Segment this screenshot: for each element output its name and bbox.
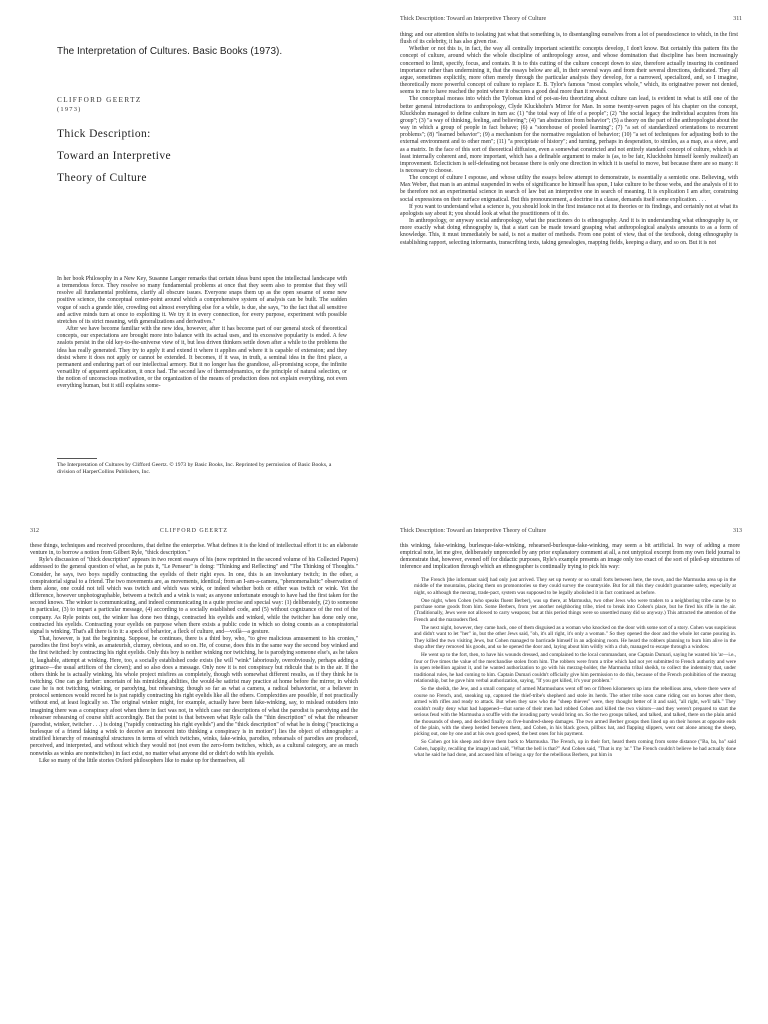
intro-paragraph: this winking, fake-winking, burlesque-fake-winking, rehearsed-burlesque-fake-winking, may seem a bit artificial. In way of adding a more empirical note, let me give, deliberately unpreceded by any prior explanatory comment at all, a not untypical excerpt from my own field journal to demonstrate that, however, evened off for didactic purposes, Ryle's example presents an image only too exact of the sort of piled-up structures of inference and implication through which an ethnographer is continually trying to pick his way: bbox=[400, 543, 740, 571]
page-number: 312 bbox=[30, 528, 39, 534]
page-312 bbox=[0, 512, 384, 1024]
running-head-title: Thick Description: Toward an Interpretive Theory of Culture bbox=[400, 528, 547, 534]
chapter-title-line-2: Toward an Interpretive bbox=[57, 150, 172, 162]
paragraph: Ryle's discussion of "thick description" appears in two recent essays of his (now reprinted in the second volume of his Collected Papers) addressed to the general question of what, as he puts it, "Le Penseur" is doing: "Thinking and Reflecting" and "The Thinking of Thoughts." Consider, he says, two boys rapidly contracting the eyelids of their right eyes. In one, this is an involuntary twitch; in the other, a conspiratorial signal to a friend. The two movements are, as movements, identical; from an I-am-a-camera, "phenomenalistic" observation of them alone, one could not tell which was twitch and which was wink, or indeed whether both or either was twitch or wink. Yet the difference, however unphotographable, between a twitch and a wink is vast; as anyone unfortunate enough to have had the first taken for the second knows. The winker is communicating, and indeed communicating in a quite precise and special way: (1) deliberately, (2) to someone in particular, (3) to impart a particular message, (4) according to a socially established code, and (5) without cognizance of the rest of the company. As Ryle points out, the winker has done two things, contracted his eyelids and winked, while the twitcher has done only one, contracted his eyelids. Contracting your eyelids on purpose when there exists a public code in which so doing counts as a conspiratorial signal is winking. That's all there is to it: a speck of behavior, a fleck of culture, and—voilà—a gesture. bbox=[30, 557, 358, 635]
page-number: 313 bbox=[733, 528, 742, 534]
running-head-author: CLIFFORD GEERTZ bbox=[159, 528, 229, 534]
body-text bbox=[30, 543, 358, 765]
page-311 bbox=[384, 0, 768, 512]
paragraph: After we have become familiar with the new idea, however, after it has become part of our general stock of theoretical concepts, our expectations are brought more into balance with its actual uses, and its excessive popularity is ended. A few zealots persist in the old key-to-the-universe view of it, but less driven thinkers settle down after a while to the problems the idea has really generated. They try to apply it and extend it where it applies and where it is capable of extension; and they desist where it does not apply or cannot be extended. It becomes, if it was, in truth, a seminal idea in the first place, a permanent and enduring part of our intellectual armory. But it no longer has the grandiose, all-promising scope, the infinite versatility of apparent application, it once had. The second law of thermodynamics, or the principle of natural selection, or the notion of unconscious motivation, or the organization of the means of production does not explain everything, not even everything human, but it still explains some- bbox=[57, 326, 347, 390]
paragraph: Whether or not this is, in fact, the way all centrally important scientific concepts develop, I don't know. But certainly this pattern fits the concept of culture, around which the whole discipline of anthropology arose, and whose domination that discipline has been increasingly concerned to limit, specify, focus, and contain. It is to this cutting of the culture concept down to size, therefore actually insuring its continued importance rather than undermining it, that the essays below are all, in their several ways and from their several directions, dedicated. They all argue, sometimes explicitly, more often merely through the particular analysis they develop, for a narrowed, specialized, and, so I imagine, theoretically more powerful concept of culture to replace E. B. Tylor's famous "most complex whole," which, its originative power not denied, seems to me to have reached the point where it obscures a good deal more than it reveals. bbox=[400, 46, 738, 96]
paragraph: The concept of culture I espouse, and whose utility the essays below attempt to demonstrate, is essentially a semiotic one. Believing, with Max Weber, that man is an animal suspended in webs of significance he himself has spun, I take culture to be those webs, and the analysis of it to be therefore not an experimental science in search of law but an interpretive one in search of meaning. It is explication I am after, construing social expressions on their surface enigmatical. But this pronouncement, a doctrine in a clause, demands itself some explication. . . . bbox=[400, 175, 738, 203]
divider bbox=[57, 458, 97, 459]
running-head bbox=[400, 528, 742, 536]
chapter-title-line-1: Thick Description: bbox=[57, 128, 151, 140]
paragraph: these things, techniques and received procedures, that define the enterprise. What defines it is the kind of intellectual effort it is: an elaborate venture in, to borrow a notion from Gilbert Ryle, "thick description." bbox=[30, 543, 358, 557]
extract-paragraph: He went up to the fort, then, to have his wounds dressed, and complained to the local commandant, one Captain Dumari, saying he wanted his 'ar—i.e., four or five times the value of the merchandise stolen from him. The robbers were from a tribe which had not yet submitted to French authority and were in open rebellion against it, and he wanted authorization to go with his mezrag-holder, the Marmusha tribal sheikh, to collect the indemnity that, under traditional rules, he had coming to him. Captain Dumari couldn't officially give him permission to do this, because of the French prohibition of the mezrag relationship, but he gave him verbal authorization, saying, "If you get killed, it's your problem." bbox=[414, 652, 736, 685]
author-name: CLIFFORD GEERTZ bbox=[57, 96, 142, 104]
paragraph: In her book Philosophy in a New Key, Susanne Langer remarks that certain ideas burst upon the intellectual landscape with a tremendous force. They resolve so many fundamental problems at once that they seem also to promise that they will resolve all fundamental problems, clarify all obscure issues. Everyone snaps them up as the open sesame of some new positive science, the conceptual center-point around which a comprehensive system of analysis can be built. The sudden vogue of such a grande idée, crowding out almost everything else for a while, is due, she says, "to the fact that all sensitive and active minds turn at once to exploiting it. We try it in every connection, for every purpose, experiment with possible stretches of its strict meaning, with generalizations and derivatives." bbox=[57, 276, 347, 325]
body-text bbox=[57, 276, 347, 391]
paragraph: thing; and our attention shifts to isolating just what that something is, to disentangling ourselves from a lot of pseudoscience to which, in the first flush of its celebrity, it has also given rise. bbox=[400, 32, 738, 46]
body-text bbox=[400, 32, 738, 247]
page-313 bbox=[384, 512, 768, 1024]
paragraph: In anthropology, or anyway social anthropology, what the practioners do is ethnography. And it is in understanding what ethnography is, or more exactly what doing ethnography is, that a start can be made toward grasping what anthropological analysis amounts to as a form of knowledge. This, it must immediately be said, is not a matter of methods. From one point of view, that of the textbook, doing ethnography is establishing rapport, selecting informants, transcribing texts, taking genealogies, mapping fields, keeping a diary, and so on. But it is not bbox=[400, 218, 738, 246]
extract-paragraph: So the sheikh, the Jew, and a small company of armed Marmushans went off ten or fifteen kilometers up into the rebellious area, where there were of course no French, and, sneaking up, captured the thief-tribe's shepherd and stole its herds. The other tribe soon came riding out on horses after them, armed with rifles and ready to attack. But when they saw who the "sheep thieves" were, they thought better of it and said, "all right, we'll talk." They couldn't really deny what had happened—that some of their men had robbed Cohen and killed the two visitors—and they weren't prepared to start the serious feud with the Marmusha a scuffle with the invading party would bring on. So the two groups talked, and talked, and talked, there on the plain amid the thousands of sheep, and decided finally on five-hundred-sheep damages. The two armed Berber groups then lined up on their horses at opposite ends of the plain, with the sheep herded between them, and Cohen, in his black gown, pillbox hat, and flapping slippers, went out alone among the sheep, picking out, one by one and at his own good speed, the best ones for his payment. bbox=[414, 686, 736, 738]
chapter-title-line-3: Theory of Culture bbox=[57, 172, 147, 184]
extract-paragraph: The French [the informant said] had only just arrived. They set up twenty or so small forts between here, the town, and the Marmusha area up in the middle of the mountains, placing them on promontories so they could survey the countryside. But for all this they couldn't guarantee safety, especially at night, so although the mezrag, trade-pact, system was supposed to be legally abolished it in fact continued as before. bbox=[414, 576, 736, 596]
page-number: 311 bbox=[733, 16, 742, 22]
paragraph: That, however, is just the beginning. Suppose, he continues, there is a third boy, who, "to give malicious amusement to his cronies," parodies the first boy's wink, as amateurish, clumsy, obvious, and so on. He, of course, does this in the same way the second boy winked and the first twitched: by contracting his right eyelids. Only this boy is neither winking nor twitching, he is parodying someone else's, as he takes it, laughable, attempt at winking. Here, too, a socially established code exists (he will "wink" laboriously, overobviously, perhaps adding a grimace—the usual artifices of the clown); and so also does a message. Only now it is not conspiracy but ridicule that is in the air. If the others think he is actually winking, his whole project misfires as completely, though with somewhat different results, as if they think he is twitching. One can go further: uncertain of his mimicking abilities, the would-be satirist may practice at home before the mirror, in which case he is not twitching, winking, or parodying, but rehearsing; though so far as what a camera, a radical behaviorist, or a believer in protocol sentences would record he is just rapidly contracting his right eyelids like all the others. Complexities are possible, if not practically without end, at least logically so. The original winker might, for example, actually have been fake-winking, say, to mislead outsiders into imagining there was a conspiracy afoot when there in fact was not, in which case our descriptions of what the parodist is parodying and the rehearser rehearsing of course shift accordingly. But the point is that between what Ryle calls the "thin description" of what the rehearser (parodist, winker, twitcher . . .) is doing ("rapidly contracting his right eyelids") and the "thick description" of what he is doing ("practicing a burlesque of a friend faking a wink to deceive an innocent into thinking a conspiracy is in motion") lies the object of ethnography: a stratified hierarchy of meaningful structures in terms of which twitches, winks, fake-winks, parodies, rehearsals of parodies are produced, perceived, and interpreted, and without which they would not (not even the zero-form twitches, which, as a cultural category, are as much nonwinks as winks are nontwitches) in fact exist, no matter what anyone did or didn't do with his eyelids. bbox=[30, 636, 358, 757]
body-text bbox=[400, 543, 740, 760]
field-journal-extract bbox=[400, 577, 740, 759]
extract-paragraph: So Cohen got his sheep and drove them back to Marmusha. The French, up in their fort, heard them coming from some distance ("Ba, ba, ba" said Cohen, happily, recalling the image) and said, "What the hell is that?" And Cohen said, "That is my 'ar." The French couldn't believe he had actually done what he said he had done, and accused him of being a spy for the rebellious Berbers, put him in bbox=[414, 739, 736, 759]
page-310 bbox=[0, 0, 384, 512]
credit-text: The Interpretation of Cultures by Clifford Geertz. © 1973 by Basic Books, Inc. Reprinted by permission of Basic Books, a division of HarperCollins Publishers, Inc. bbox=[57, 462, 332, 475]
running-head bbox=[400, 16, 742, 24]
paragraph: The conceptual morass into which the Tylorean kind of pot-au-feu theorizing about culture can lead, is evident in what is still one of the better general introductions to anthropology, Clyde Kluckhohn's Mirror for Man. In some twenty-seven pages of his chapter on the concept, Kluckhohn managed to define culture in turn as: (1) "the total way of life of a people"; (2) "the social legacy the individual acquires from his group"; (3) "a way of thinking, feeling, and believing"; (4) "an abstraction from behavior"; (5) a theory on the part of the anthropologist about the way in which a group of people in fact behave; (6) a "storehouse of pooled learning"; (7) "a set of standardized orientations to recurrent problems"; (8) "learned behavior"; (9) a mechanism for the normative regulation of behavior; (10) "a set of techniques for adjusting both to the external environment and to other men"; (11) "a precipitate of history"; and turning, perhaps in desperation, to similes, as a map, as a sieve, and as a matrix. In the face of this sort of theoretical diffusion, even a somewhat constricted and not entirely standard concept of culture, which is at least internally coherent and, more important, which has a definable argument to make is (as, to be fair, Kluckhohn himself keenly realized) an improvement. Eclecticism is self-defeating not because there is only one direction in which it is useful to move, but because there are so many: it is necessary to choose. bbox=[400, 96, 738, 174]
running-head bbox=[30, 528, 358, 536]
paragraph: Like so many of the little stories Oxford philosophers like to make up for themselves, all bbox=[39, 757, 245, 764]
copyright-credit bbox=[57, 462, 347, 476]
citation-reference: The Interpretation of Cultures. Basic Books (1973). bbox=[57, 46, 283, 57]
paragraph: If you want to understand what a science is, you should look in the first instance not at its theories or its findings, and certainly not at what its apologists say about it; you should look at what the practitioners of it do. bbox=[400, 203, 738, 217]
publication-year: (1973) bbox=[57, 106, 82, 113]
extract-paragraph: The next night, however, they came back, one of them disguised as a woman who knocked on the door with some sort of a story. Cohen was suspicious and didn't want to let "her" in, but the other Jews said, "oh, it's all right, it's only a woman." So they opened the door and the whole lot came pouring in. They killed the two visiting Jews, but Cohen managed to barricade himself in an adjoining room. He heard the robbers planning to burn him alive in the shop after they removed his goods, and so he opened the door and, laying about him wildly with a club, managed to escape through a window. bbox=[414, 624, 736, 651]
extract-paragraph: One night, when Cohen (who speaks fluent Berber), was up there, at Marmusha, two other Jews who were traders to a neighboring tribe came by to purchase some goods from him. Some Berbers, from yet another neighboring tribe, tried to break into Cohen's place, but he fired his rifle in the air. (Traditionally, Jews were not allowed to carry weapons; but at this period things were so unsettled many did so anyway.) This attracted the attention of the French and the marauders fled. bbox=[414, 597, 736, 623]
running-head-title: Thick Description: Toward an Interpretive Theory of Culture bbox=[400, 16, 547, 22]
